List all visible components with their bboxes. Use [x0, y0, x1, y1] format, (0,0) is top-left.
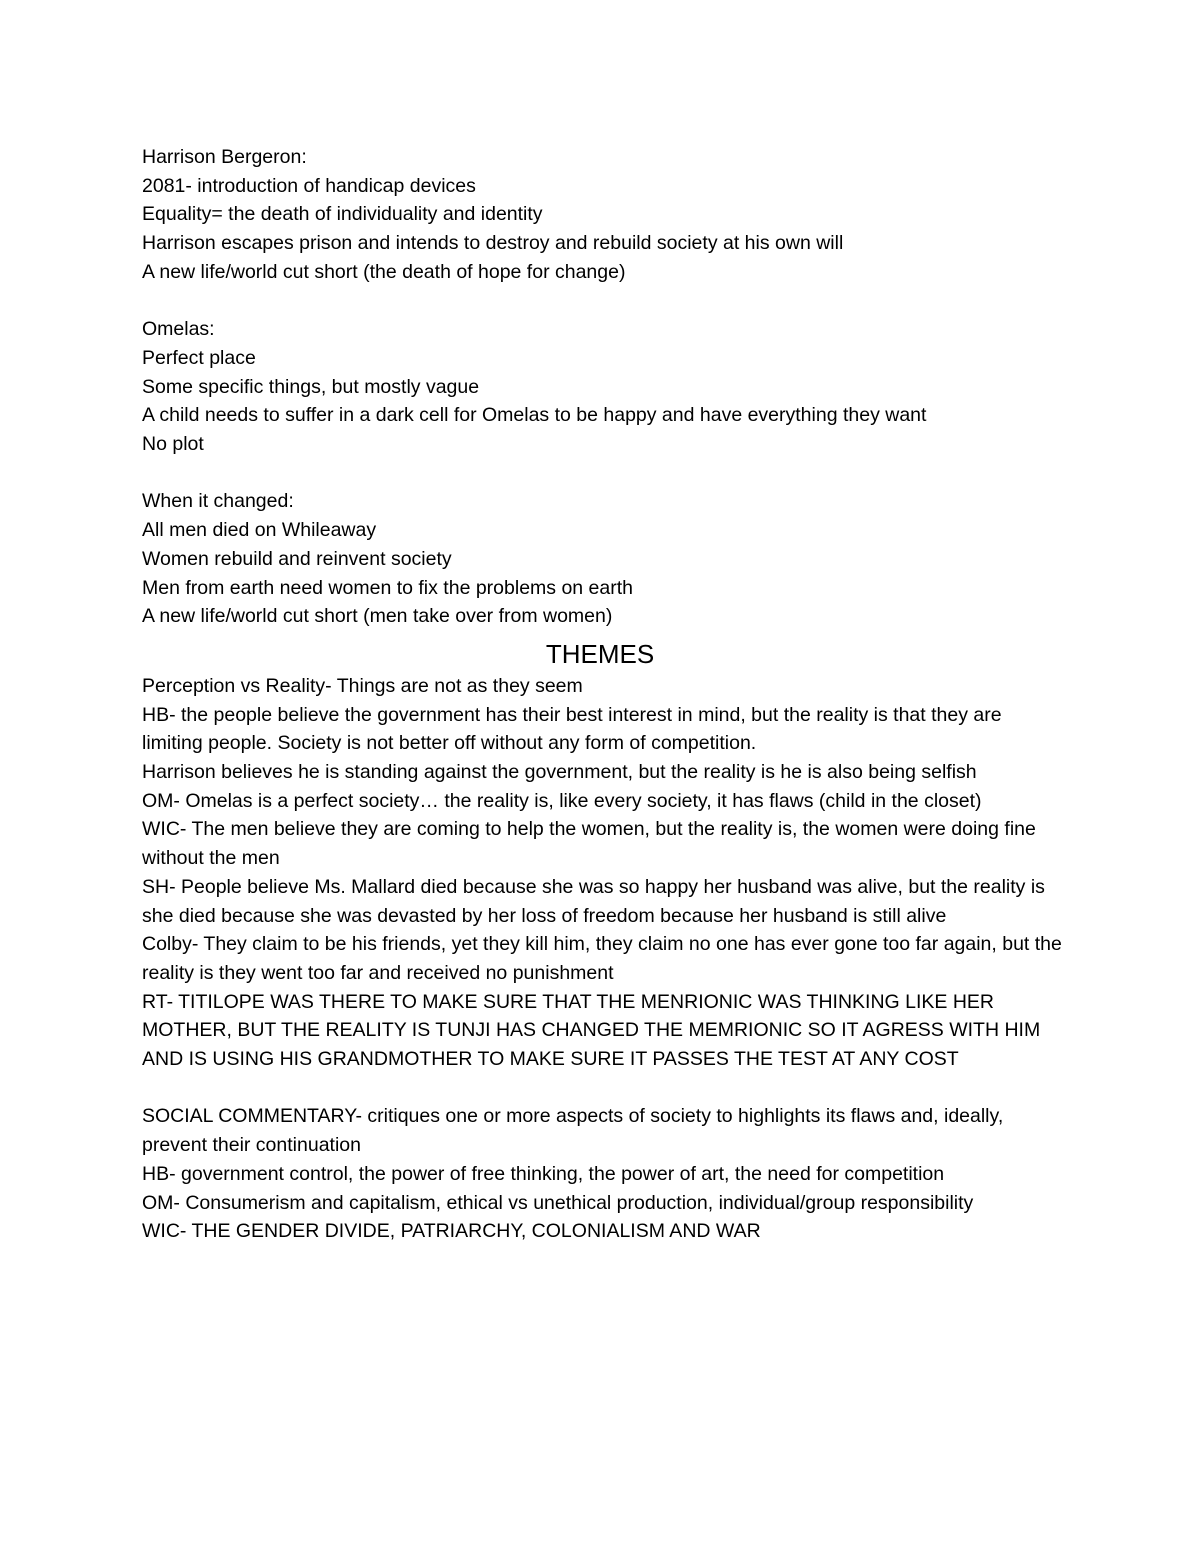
note-line: A child needs to suffer in a dark cell for Omelas to be happy and have everything they want	[142, 404, 927, 427]
theme-paragraph: RT- TITILOPE WAS THERE TO MAKE SURE THAT THE MENRIONIC WAS THINKING LIKE HER MOTHER, BUT THE REALITY IS TUNJI HAS CHANGED THE MEMRIONIC SO IT AGRESS WITH HIM AND IS USING HIS GRANDMOTHER TO MAKE SURE IT PASSES THE TEST AT ANY COST	[142, 990, 1041, 1071]
note-line: Equality= the death of individuality and identity	[142, 203, 543, 226]
social-commentary-paragraph: WIC- THE GENDER DIVIDE, PATRIARCHY, COLONIALISM AND WAR	[142, 1220, 761, 1243]
document-body	[142, 143, 1062, 1246]
themes-heading: THEMES	[545, 638, 655, 669]
blank-line	[142, 1074, 1062, 1103]
social-commentary-paragraph: SOCIAL COMMENTARY- critiques one or more aspects of society to highlights its flaws and, ideally, prevent their continuation	[142, 1105, 1004, 1157]
note-line: A new life/world cut short (men take over from women)	[142, 605, 613, 628]
note-line: Men from earth need women to fix the problems on earth	[142, 576, 634, 599]
social-commentary-paragraph: HB- government control, the power of free thinking, the power of art, the need for competition	[142, 1162, 945, 1185]
theme-paragraph: OM- Omelas is a perfect society… the reality is, like every society, it has flaws (child in the closet)	[142, 789, 982, 812]
blank-line	[142, 287, 1062, 316]
note-line: Women rebuild and reinvent society	[142, 547, 452, 570]
section-title-harrison-bergeron: Harrison Bergeron:	[142, 146, 307, 168]
blank-line	[142, 459, 1062, 488]
theme-paragraph: Perception vs Reality- Things are not as they seem	[142, 674, 583, 697]
note-line: All men died on Whileaway	[142, 519, 377, 542]
note-line: Some specific things, but mostly vague	[142, 375, 480, 398]
note-line: Harrison escapes prison and intends to destroy and rebuild society at his own will	[142, 232, 844, 255]
note-line: A new life/world cut short (the death of hope for change)	[142, 260, 626, 283]
section-title-omelas: Omelas:	[142, 318, 215, 341]
theme-paragraph: Colby- They claim to be his friends, yet they kill him, they claim no one has ever gone too far again, but the reality is they went too far and received no punishment	[142, 933, 1062, 984]
theme-paragraph: Harrison believes he is standing against the government, but the reality is he is also being selfish	[142, 761, 977, 784]
theme-paragraph: HB- the people believe the government has their best interest in mind, but the reality is that they are limiting people. Society is not better off without any form of competition.	[142, 703, 1002, 755]
note-line: Perfect place	[142, 346, 256, 369]
theme-paragraph: WIC- The men believe they are coming to help the women, but the reality is, the women were doing fine without the men	[142, 818, 1036, 870]
note-line: No plot	[142, 433, 204, 456]
theme-paragraph: SH- People believe Ms. Mallard died because she was so happy her husband was alive, but the reality is she died because she was devasted by her loss of freedom because her husband is still alive	[142, 875, 1045, 927]
social-commentary-paragraph: OM- Consumerism and capitalism, ethical vs unethical production, individual/group responsibility	[142, 1191, 974, 1214]
note-line: 2081- introduction of handicap devices	[142, 174, 476, 197]
section-title-when-it-changed: When it changed:	[142, 490, 294, 513]
